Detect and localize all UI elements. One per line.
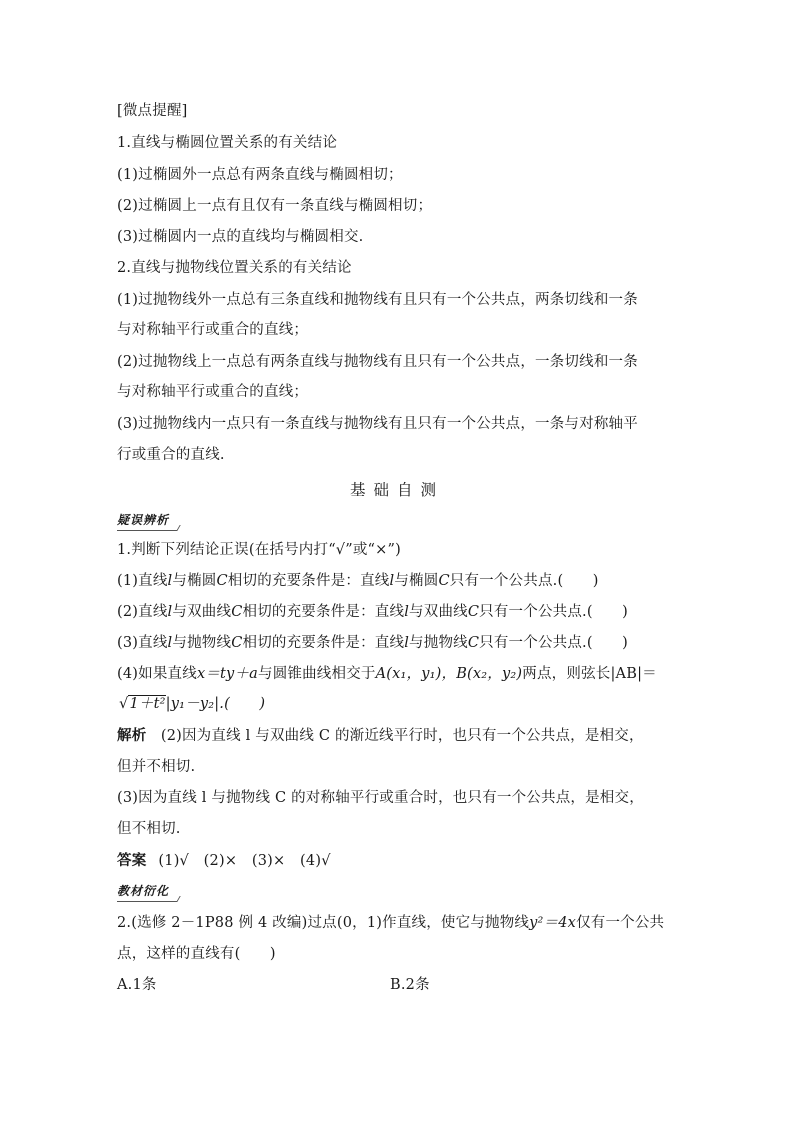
tips-2-item-3a: (3)过抛物线内一点只有一条直线与抛物线有且只有一个公共点，一条与对称轴平 xyxy=(117,416,638,432)
q1-statement-2: (2)直线l与双曲线C相切的充要条件是：直线l与双曲线C只有一个公共点.( ) xyxy=(117,604,628,620)
sqrt-expression: √1＋t² xyxy=(119,696,166,712)
tips-2-item-1a: (1)过抛物线外一点总有三条直线和抛物线有且只有一个公共点，两条切线和一条 xyxy=(117,292,638,308)
analysis-label: 解析 xyxy=(117,728,147,744)
q2-line-2: 点，这样的直线有( ) xyxy=(117,946,276,962)
q1-statement-1: (1)直线l与椭圆C相切的充要条件是：直线l与椭圆C只有一个公共点.( ) xyxy=(117,573,599,589)
answer-line xyxy=(117,851,331,871)
q1-statement-4: (4)如果直线x＝ty＋a与圆锥曲线相交于A(x₁，y₁)，B(x₂，y₂)两点，则弦长|AB|＝ xyxy=(117,666,657,682)
analysis-line-4: 但不相切. xyxy=(117,821,181,837)
tips-1-item-3: (3)过椭圆内一点的直线均与椭圆相交. xyxy=(117,229,364,245)
tag-decoration xyxy=(170,525,180,531)
tips-1-item-1: (1)过椭圆外一点总有两条直线与椭圆相切； xyxy=(117,167,403,183)
answer-label: 答案 xyxy=(117,853,147,869)
answer-text: (1)√ (2)× (3)× (4)√ xyxy=(158,853,331,869)
tips-2-item-2a: (2)过抛物线上一点总有两条直线与抛物线有且只有一个公共点，一条切线和一条 xyxy=(117,354,638,370)
tips-1-title: 1.直线与椭圆位置关系的有关结论 xyxy=(117,135,338,151)
q1-statement-3: (3)直线l与抛物线C相切的充要条件是：直线l与抛物线C只有一个公共点.( ) xyxy=(117,635,628,651)
q2-option-a: A.1条 xyxy=(117,977,157,993)
tips-1-item-2: (2)过椭圆上一点有且仅有一条直线与椭圆相切； xyxy=(117,198,433,214)
section-title: 基础自测 xyxy=(349,481,444,499)
q2-option-b: B.2条 xyxy=(390,977,430,993)
tips-2-item-3b: 行或重合的直线. xyxy=(117,447,225,463)
tag-error-analysis xyxy=(117,511,169,529)
q1-statement-4-cont: √1＋t²|y₁－y₂|.( ) xyxy=(119,696,266,712)
tips-2-title: 2.直线与抛物线位置关系的有关结论 xyxy=(117,260,352,276)
analysis-line-3: (3)因为直线 l 与抛物线 C 的对称轴平行或重合时，也只有一个公共点，是相交， xyxy=(117,790,644,806)
tag-decoration xyxy=(170,896,180,902)
tips-2-item-2b: 与对称轴平行或重合的直线； xyxy=(117,384,309,400)
analysis-line-1: 解析 (2)因为直线 l 与双曲线 C 的渐近线平行时，也只有一个公共点，是相交， xyxy=(117,728,644,744)
tag-textbook xyxy=(117,882,169,900)
tips-2-item-1b: 与对称轴平行或重合的直线； xyxy=(117,322,309,338)
q2-line-1: 2.(选修 2－1P88 例 4 改编)过点(0，1)作直线，使它与抛物线y²＝4x仅有一个公共 xyxy=(117,915,665,931)
tips-header: [微点提醒] xyxy=(117,103,188,119)
q1-stem: 1.判断下列结论正误(在括号内打“√”或“×”) xyxy=(117,542,401,558)
tag-error-analysis-text: 疑误辨析 xyxy=(117,513,170,527)
analysis-line-2: 但并不相切. xyxy=(117,759,196,775)
tag-textbook-text: 教材衍化 xyxy=(117,884,170,898)
